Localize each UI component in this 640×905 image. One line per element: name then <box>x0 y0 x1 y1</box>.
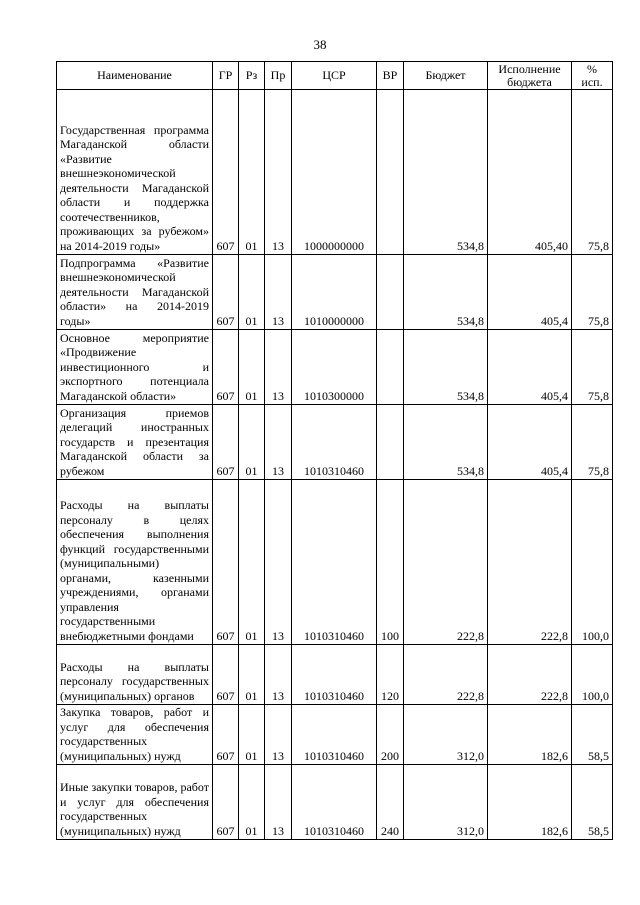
header-gr: ГР <box>213 62 239 90</box>
row-gr: 607 <box>213 405 239 480</box>
row-budget: 312,0 <box>404 705 488 765</box>
table-header-row <box>57 62 613 90</box>
row-vr: 120 <box>377 645 404 705</box>
table-row <box>57 255 613 330</box>
row-vr <box>377 405 404 480</box>
row-name: Расходы на выплаты персоналу государственных (муниципальных) органов <box>57 645 213 705</box>
row-rz: 01 <box>239 90 265 255</box>
row-rz: 01 <box>239 405 265 480</box>
row-name: Иные закупки товаров, работ и услуг для обеспечения государственных (муниципальных) нужд <box>57 765 213 840</box>
table-row <box>57 480 613 645</box>
row-pct: 100,0 <box>572 645 613 705</box>
row-gr: 607 <box>213 705 239 765</box>
header-name: Наименование <box>57 62 213 90</box>
row-gr: 607 <box>213 330 239 405</box>
row-pct: 100,0 <box>572 480 613 645</box>
row-csr: 1010300000 <box>292 330 377 405</box>
table-row <box>57 765 613 840</box>
row-rz: 01 <box>239 765 265 840</box>
row-pct: 58,5 <box>572 765 613 840</box>
row-execution: 182,6 <box>488 765 572 840</box>
row-budget: 222,8 <box>404 480 488 645</box>
row-gr: 607 <box>213 480 239 645</box>
header-csr: ЦСР <box>292 62 377 90</box>
table-row <box>57 90 613 255</box>
table-row <box>57 405 613 480</box>
row-name: Организация приемов делегаций иностранных государств и презентация Магаданской области за рубежом <box>57 405 213 480</box>
row-name: Государственная программа Магаданской области «Развитие внешнеэкономической деятельности Магаданской области и поддержка соотечественников, проживающих за рубежом» на 2014-2019 годы» <box>57 90 213 255</box>
row-csr: 1010310460 <box>292 405 377 480</box>
row-pr: 13 <box>265 705 292 765</box>
header-execution: Исполнение бюджета <box>488 62 572 90</box>
row-rz: 01 <box>239 255 265 330</box>
row-pct: 58,5 <box>572 705 613 765</box>
row-rz: 01 <box>239 480 265 645</box>
row-execution: 182,6 <box>488 705 572 765</box>
row-execution: 222,8 <box>488 645 572 705</box>
row-pr: 13 <box>265 90 292 255</box>
row-budget: 534,8 <box>404 405 488 480</box>
header-pct: % исп. <box>572 62 613 90</box>
row-pr: 13 <box>265 255 292 330</box>
row-vr <box>377 255 404 330</box>
row-csr: 1010310460 <box>292 645 377 705</box>
row-pr: 13 <box>265 480 292 645</box>
row-rz: 01 <box>239 330 265 405</box>
row-budget: 534,8 <box>404 330 488 405</box>
row-budget: 312,0 <box>404 765 488 840</box>
row-vr <box>377 90 404 255</box>
row-budget: 534,8 <box>404 255 488 330</box>
row-gr: 607 <box>213 645 239 705</box>
row-execution: 405,4 <box>488 330 572 405</box>
header-vr: ВР <box>377 62 404 90</box>
row-rz: 01 <box>239 645 265 705</box>
row-csr: 1010310460 <box>292 705 377 765</box>
row-budget: 222,8 <box>404 645 488 705</box>
header-pr: Пр <box>265 62 292 90</box>
row-pct: 75,8 <box>572 405 613 480</box>
header-rz: Рз <box>239 62 265 90</box>
row-csr: 1010310460 <box>292 765 377 840</box>
row-name: Подпрограмма «Развитие внешнеэкономической деятельности Магаданской области» на 2014-2019 годы» <box>57 255 213 330</box>
row-gr: 607 <box>213 90 239 255</box>
row-pr: 13 <box>265 645 292 705</box>
row-execution: 405,4 <box>488 255 572 330</box>
page-number: 38 <box>313 37 327 52</box>
row-name: Основное мероприятие «Продвижение инвестиционного и экспортного потенциала Магаданской области» <box>57 330 213 405</box>
row-rz: 01 <box>239 705 265 765</box>
row-execution: 405,40 <box>488 90 572 255</box>
row-csr: 1010310460 <box>292 480 377 645</box>
row-vr: 240 <box>377 765 404 840</box>
row-execution: 222,8 <box>488 480 572 645</box>
row-vr <box>377 330 404 405</box>
header-budget: Бюджет <box>404 62 488 90</box>
row-vr: 100 <box>377 480 404 645</box>
row-gr: 607 <box>213 765 239 840</box>
table-row <box>57 705 613 765</box>
row-budget: 534,8 <box>404 90 488 255</box>
row-execution: 405,4 <box>488 405 572 480</box>
row-pct: 75,8 <box>572 90 613 255</box>
budget-table <box>56 61 613 840</box>
row-pr: 13 <box>265 765 292 840</box>
table-row <box>57 645 613 705</box>
row-pr: 13 <box>265 330 292 405</box>
row-vr: 200 <box>377 705 404 765</box>
row-name: Закупка товаров, работ и услуг для обеспечения государственных (муниципальных) нужд <box>57 705 213 765</box>
row-csr: 1000000000 <box>292 90 377 255</box>
table-row <box>57 330 613 405</box>
row-gr: 607 <box>213 255 239 330</box>
row-csr: 1010000000 <box>292 255 377 330</box>
row-name: Расходы на выплаты персоналу в целях обеспечения выполнения функций государственными (муниципальными) органами, казенными учреждениями, органами управления государственными внебюджетными фондами <box>57 480 213 645</box>
row-pct: 75,8 <box>572 255 613 330</box>
row-pct: 75,8 <box>572 330 613 405</box>
row-pr: 13 <box>265 405 292 480</box>
